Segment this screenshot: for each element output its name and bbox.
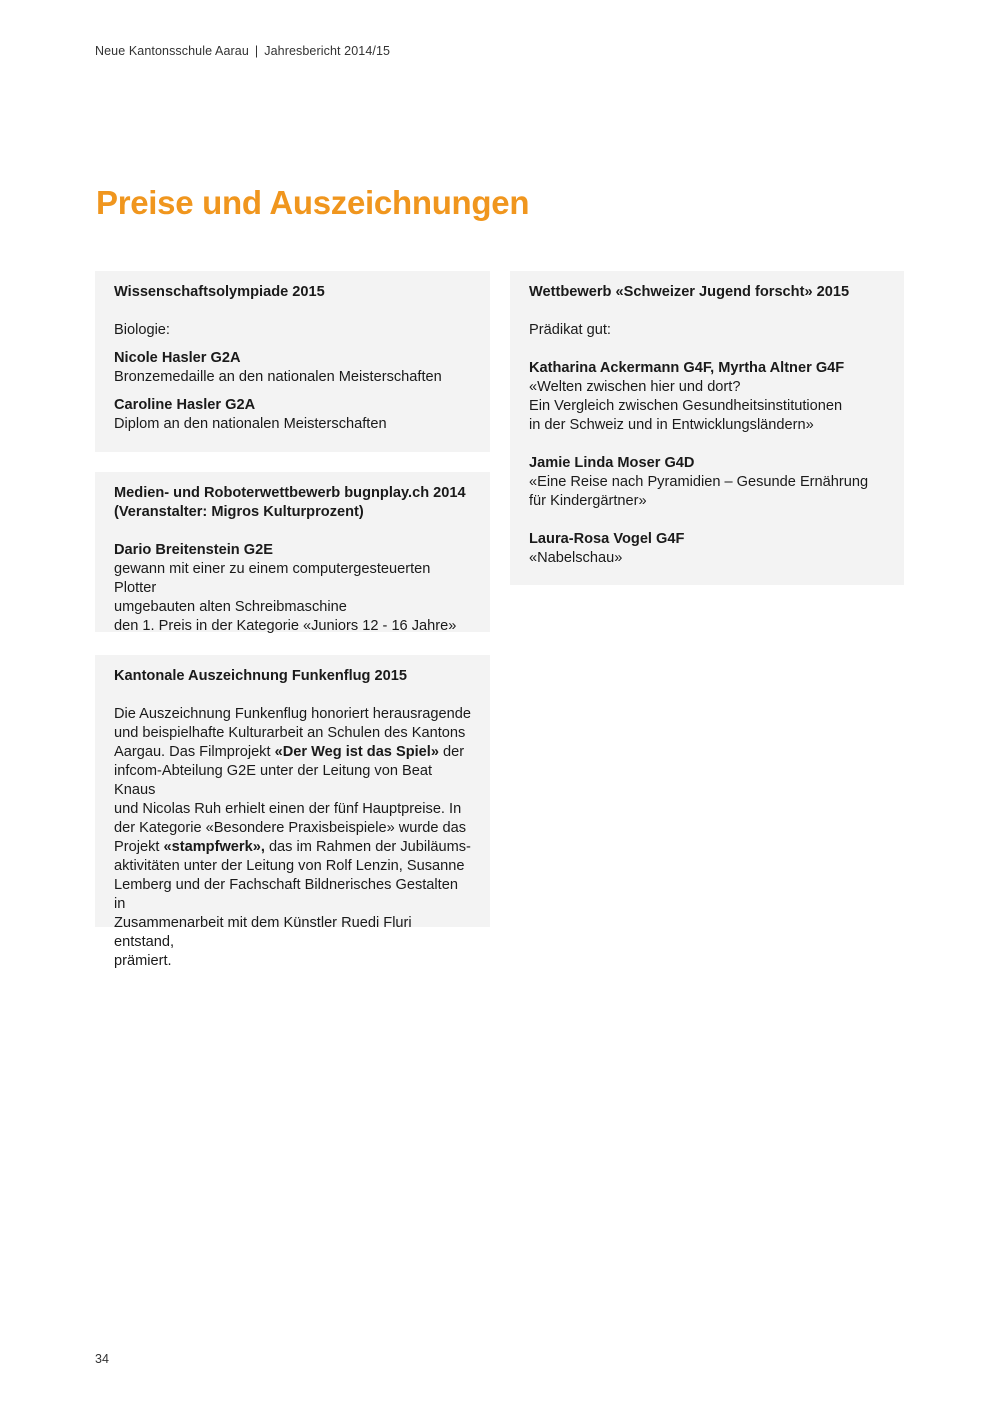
page-number: 34 xyxy=(95,1352,109,1366)
description-line: umgebauten alten Schreibmaschine xyxy=(114,599,347,615)
text-run: und beispielhafte Kulturarbeit an Schulen des Kantons xyxy=(114,725,466,741)
paragraph-line xyxy=(114,762,471,800)
winner-name: Dario Breitenstein G2E xyxy=(114,542,273,558)
emphasized-text: «Der Weg ist das Spiel» xyxy=(274,744,439,760)
entry-names: Laura-Rosa Vogel G4F xyxy=(529,531,685,547)
header-report: Jahresbericht 2014/15 xyxy=(264,44,391,58)
paragraph-line xyxy=(114,724,471,743)
box-heading-organizer: (Veranstalter: Migros Kulturprozent) xyxy=(114,504,364,520)
paragraph-line xyxy=(114,952,471,971)
paragraph-line xyxy=(114,838,471,857)
paragraph-line xyxy=(114,857,471,876)
paragraph-line xyxy=(114,705,471,724)
entry-names: Jamie Linda Moser G4D xyxy=(529,455,695,471)
running-header xyxy=(95,44,390,58)
winner-name: Nicole Hasler G2A xyxy=(114,350,241,366)
text-run: Zusammenarbeit mit dem Künstler Ruedi Fluri entstand, xyxy=(114,915,412,950)
text-run: Projekt xyxy=(114,839,164,855)
box-heading: Wissenschaftsolympiade 2015 xyxy=(114,284,325,300)
emphasized-text: «stampfwerk», xyxy=(163,839,265,855)
page-title: Preise und Auszeichnungen xyxy=(96,184,530,221)
winner-name: Caroline Hasler G2A xyxy=(114,397,256,413)
description-line: gewann mit einer zu einem computergesteuerten Plotter xyxy=(114,561,431,596)
text-run: prämiert. xyxy=(114,953,172,969)
box-heading: Wettbewerb «Schweizer Jugend forscht» 2015 xyxy=(529,284,850,300)
entry-line: Ein Vergleich zwischen Gesundheitsinstitutionen xyxy=(529,398,843,414)
subject-label: Biologie: xyxy=(114,322,170,338)
funkenflug-paragraph xyxy=(114,705,471,971)
box-heading: Kantonale Auszeichnung Funkenflug 2015 xyxy=(114,668,407,684)
entry-line: «Eine Reise nach Pyramidien – Gesunde Ernährung xyxy=(529,474,869,490)
winner-award: Diplom an den nationalen Meisterschaften xyxy=(114,416,387,432)
box-heading: Medien- und Roboterwettbewerb bugnplay.ch 2014 xyxy=(114,485,466,501)
paragraph-line xyxy=(114,819,471,838)
text-run: der Kategorie «Besondere Praxisbeispiele» wurde das xyxy=(114,820,467,836)
entry-line: in der Schweiz und in Entwicklungsländern» xyxy=(529,417,814,433)
award-box-funkenflug xyxy=(95,655,490,969)
header-school: Neue Kantonsschule Aarau xyxy=(95,44,249,58)
entry-line: für Kindergärtner» xyxy=(529,493,647,509)
text-run: das im Rahmen der Jubiläums- xyxy=(264,839,471,855)
entry-names: Katharina Ackermann G4F, Myrtha Altner G4F xyxy=(529,360,845,376)
entry-line: «Welten zwischen hier und dort? xyxy=(529,379,741,395)
paragraph-line xyxy=(114,743,471,762)
winner-award: Bronzemedaille an den nationalen Meisterschaften xyxy=(114,369,442,385)
entry-line: «Nabelschau» xyxy=(529,550,623,566)
text-run: und Nicolas Ruh erhielt einen der fünf Hauptpreise. In xyxy=(114,801,462,817)
paragraph-line xyxy=(114,876,471,914)
header-separator: | xyxy=(254,44,259,58)
paragraph-line xyxy=(114,800,471,819)
text-run: Die Auszeichnung Funkenflug honoriert herausragende xyxy=(114,706,471,722)
text-run: aktivitäten unter der Leitung von Rolf Lenzin, Susanne xyxy=(114,858,465,874)
award-box-olympiade xyxy=(95,271,490,452)
description-line: den 1. Preis in der Kategorie «Juniors 12 - 16 Jahre» xyxy=(114,618,457,634)
text-run: der xyxy=(438,744,465,760)
paragraph-line xyxy=(114,914,471,952)
award-box-schweizer-jugend-forscht xyxy=(510,271,904,585)
text-run: infcom-Abteilung G2E unter der Leitung von Beat Knaus xyxy=(114,763,433,798)
text-run: Aargau. Das Filmprojekt xyxy=(114,744,275,760)
text-run: Lemberg und der Fachschaft Bildnerisches Gestalten in xyxy=(114,877,458,912)
award-box-bugnplay xyxy=(95,472,490,632)
rating-label: Prädikat gut: xyxy=(529,322,611,338)
